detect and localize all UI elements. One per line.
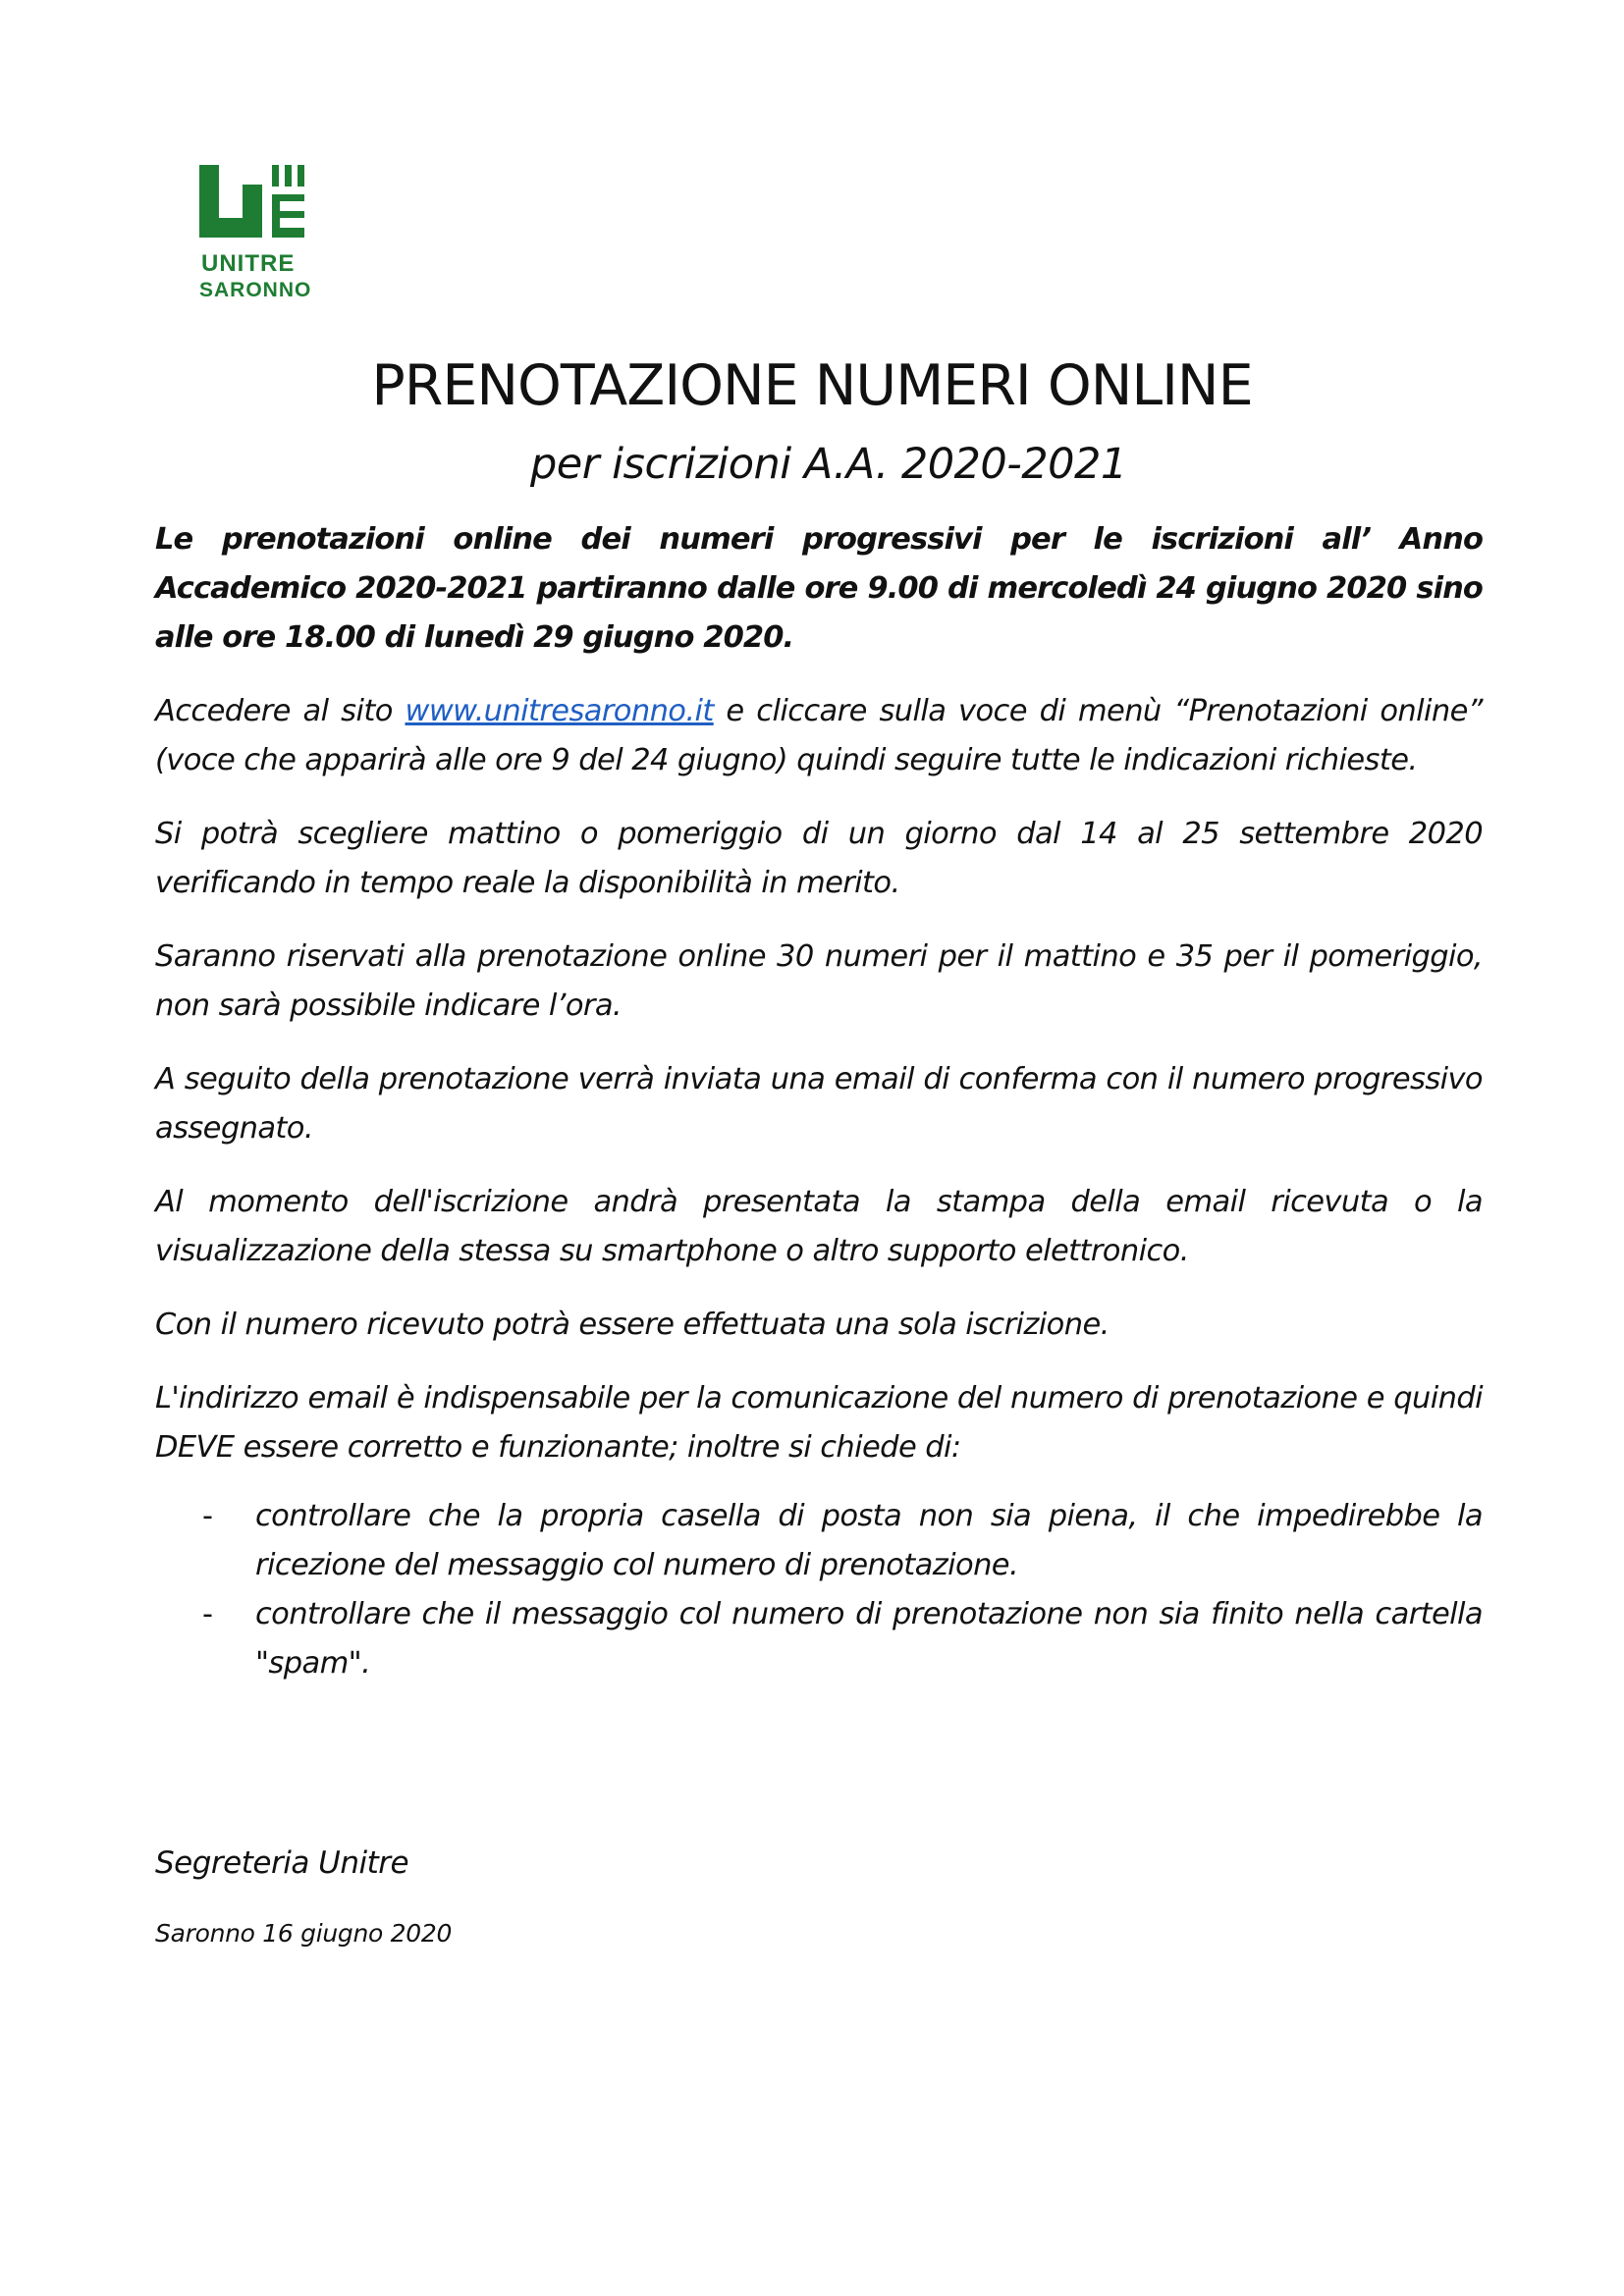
- paragraph-email: L'indirizzo email è indispensabile per la comunicazione del numero di prenotazione e quindi DEVE essere corretto e funzionante; inoltre si chiede di:: [155, 1381, 1483, 1465]
- unitre-logo-mark: [191, 157, 339, 250]
- access-paragraph: [155, 687, 1483, 785]
- list-bullet: -: [202, 1499, 213, 1533]
- logo-text-unitre: UNITRE: [201, 250, 296, 277]
- page-subtitle: per iscrizioni A.A. 2020-2021: [530, 440, 1127, 489]
- instruction-list: [155, 1492, 1483, 1688]
- paragraph-single: Con il numero ricevuto potrà essere effettuata una sola iscrizione.: [155, 1308, 1110, 1342]
- list-item-text: controllare che il messaggio col numero di prenotazione non sia finito nella cartella "spam".: [255, 1597, 1483, 1681]
- intro-paragraph: Le prenotazioni online dei numeri progressivi per le iscrizioni all’ Anno Accademico 2020-2021 partiranno dalle ore 9.00 di mercoledì 24 giugno 2020 sino alle ore 18.00 di lunedì 29 giugno 2020.: [155, 522, 1483, 655]
- access-text-before: Accedere al sito: [155, 694, 406, 728]
- paragraph-confirmation: A seguito della prenotazione verrà inviata una email di conferma con il numero progressivo assegnato.: [155, 1062, 1483, 1146]
- access-text-after: e cliccare sulla voce di menù “Prenotazioni online” (voce che apparirà alle ore 9 del 24 giugno) quindi seguire tutte le indicazioni richieste.: [155, 694, 1483, 777]
- paragraph-schedule: Si potrà scegliere mattino o pomeriggio di un giorno dal 14 al 25 settembre 2020 verificando in tempo reale la disponibilità in merito.: [155, 817, 1483, 900]
- signature: Segreteria Unitre: [155, 1845, 409, 1881]
- list-item-text: controllare che la propria casella di posta non sia piena, il che impedirebbe la ricezione del messaggio col numero di prenotazione.: [255, 1499, 1483, 1582]
- list-bullet: -: [202, 1597, 213, 1631]
- page-title: PRENOTAZIONE NUMERI ONLINE: [371, 353, 1253, 418]
- unitre-logo: [191, 157, 339, 304]
- list-item: [155, 1492, 1483, 1590]
- website-link[interactable]: www.unitresaronno.it: [405, 694, 714, 728]
- logo-text-saronno: SARONNO: [199, 279, 312, 301]
- document-date: Saronno 16 giugno 2020: [155, 1919, 453, 1948]
- list-item: [155, 1590, 1483, 1688]
- document-body: [155, 515, 1483, 1688]
- paragraph-reserved: Saranno riservati alla prenotazione online 30 numeri per il mattino e 35 per il pomeriggio, non sarà possibile indicare l’ora.: [155, 939, 1483, 1023]
- paragraph-print: Al momento dell'iscrizione andrà presentata la stampa della email ricevuta o la visualizzazione della stessa su smartphone o altro supporto elettronico.: [155, 1185, 1483, 1268]
